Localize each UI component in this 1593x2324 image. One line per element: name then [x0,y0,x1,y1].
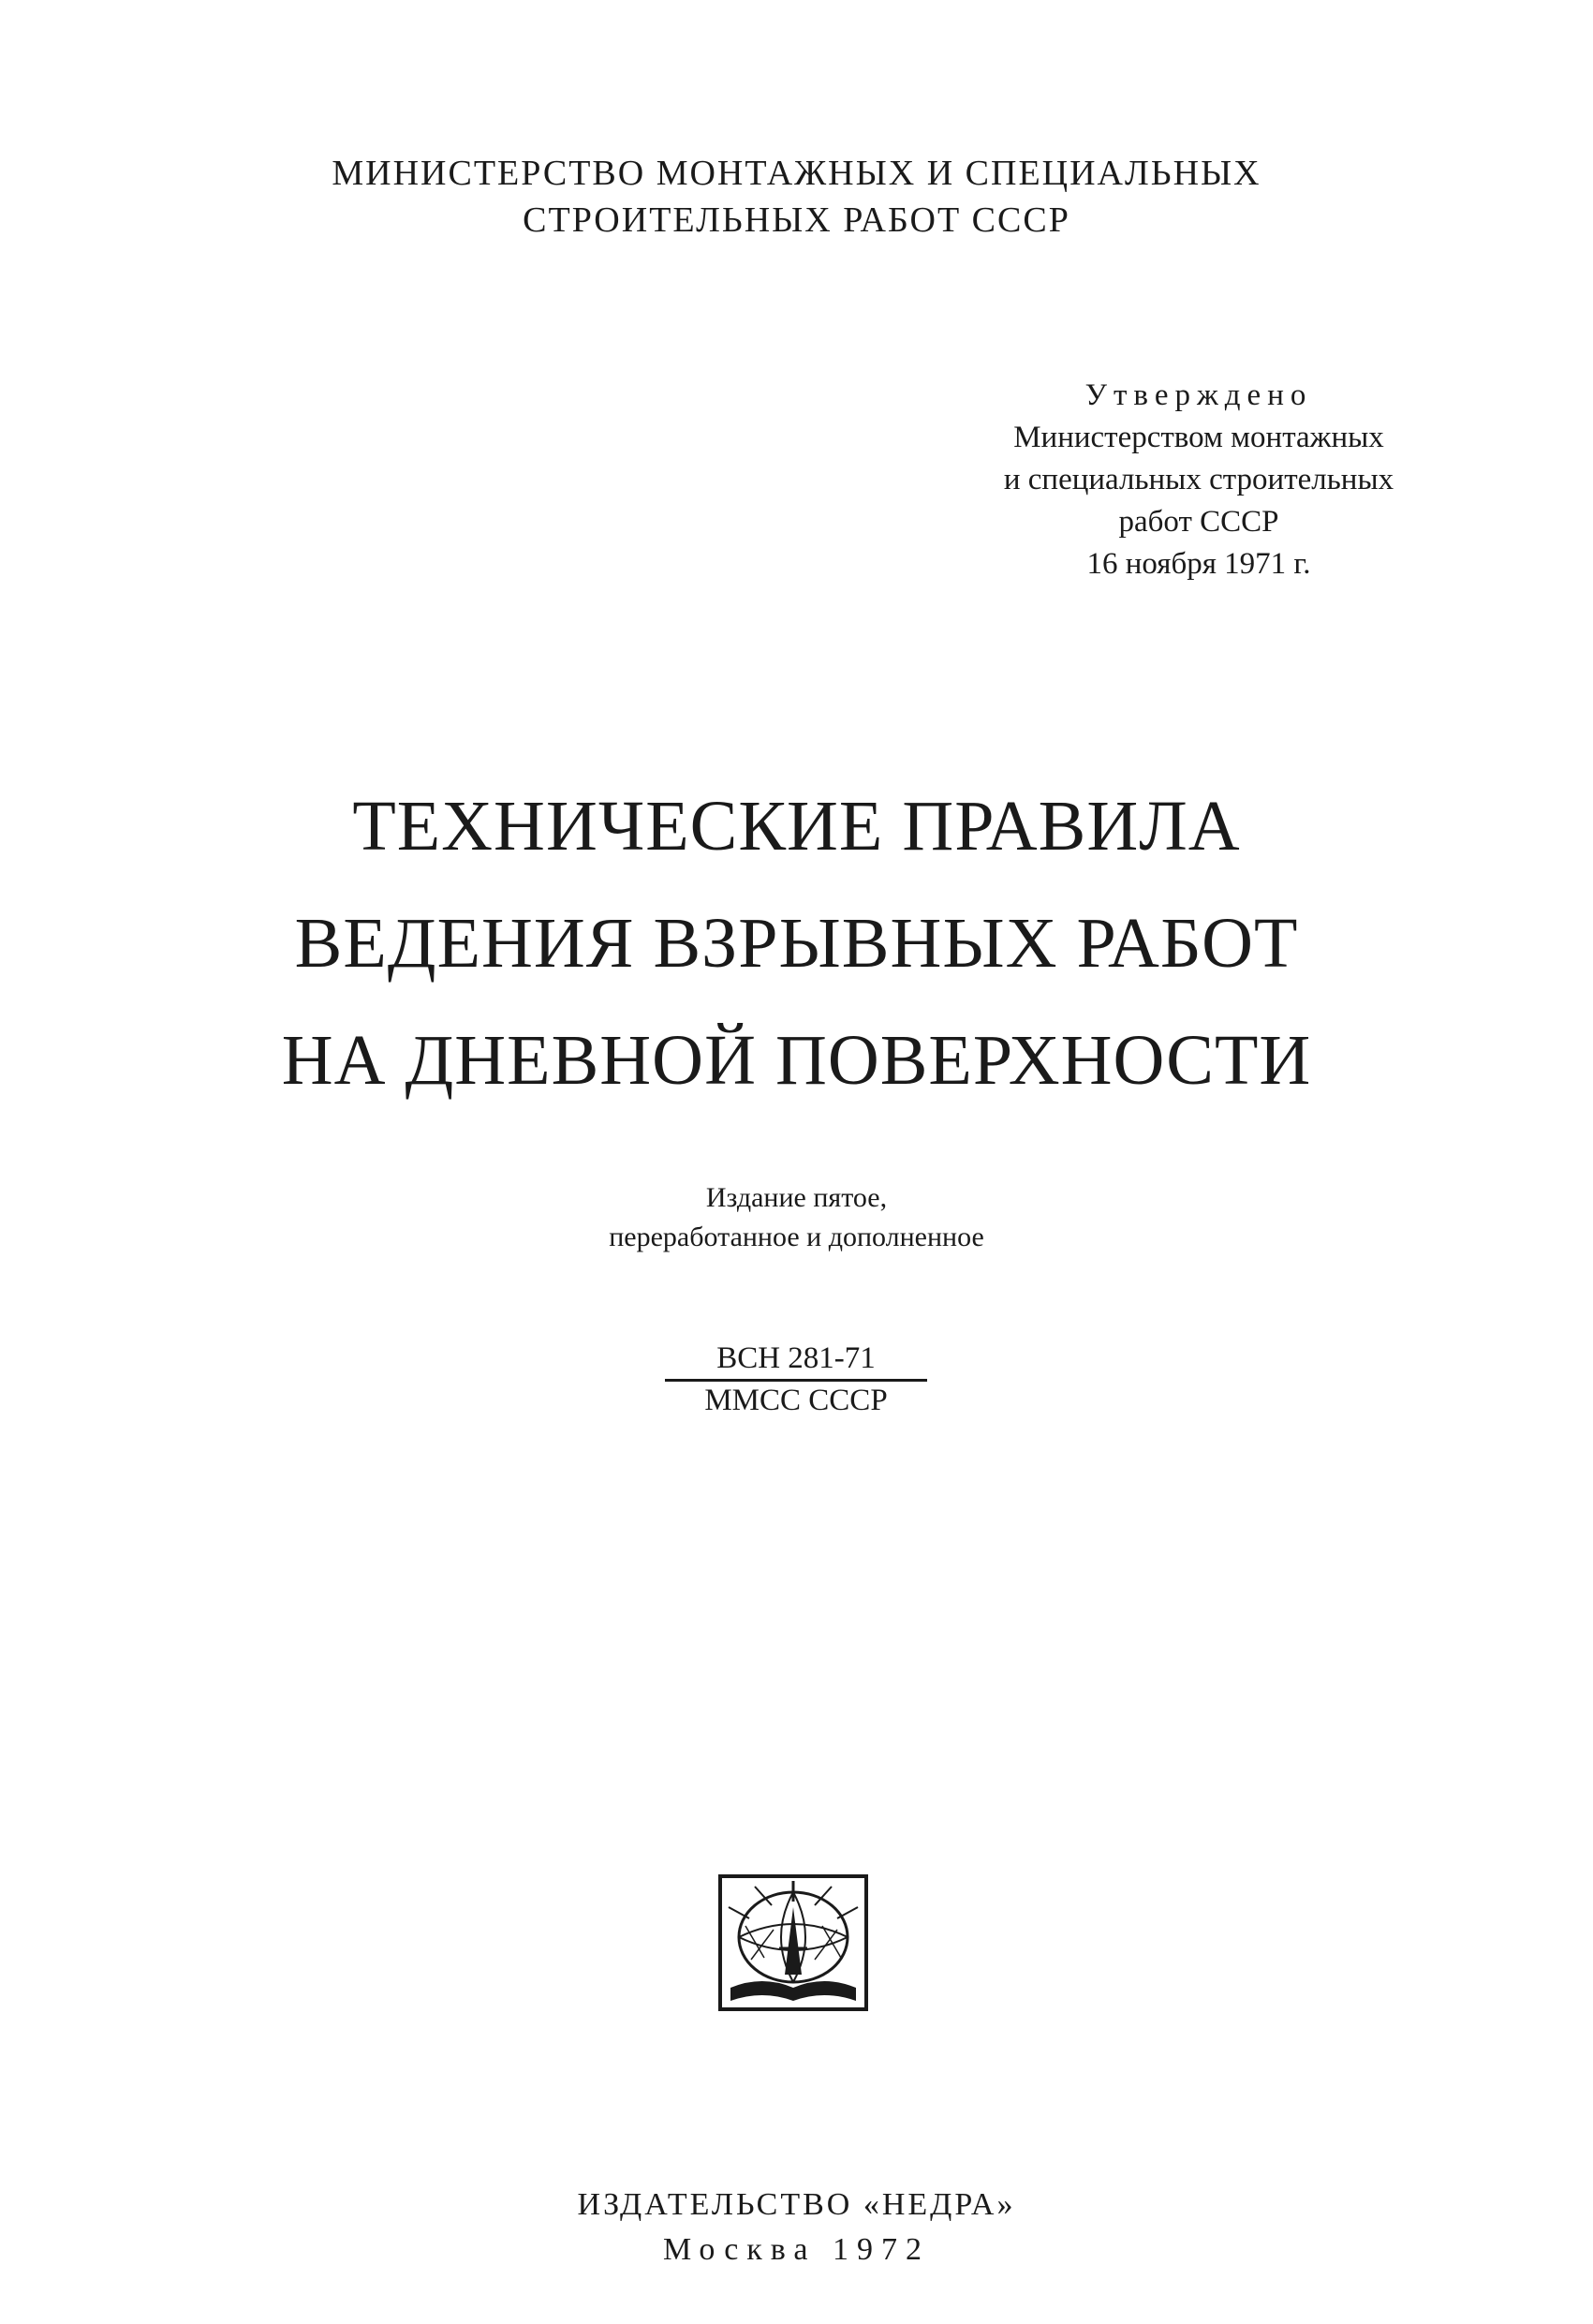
title-line-2: ВЕДЕНИЯ ВЗРЫВНЫХ РАБОТ [294,904,1299,983]
document-title [0,768,1593,1119]
edition-note [0,1178,1593,1257]
approval-date: 16 ноября 1971 г. [1086,547,1311,581]
edition-line-2: переработанное и дополненное [609,1221,984,1252]
publisher-city-year: Москва 1972 [662,2232,931,2267]
publisher-emblem-icon [717,1873,869,2012]
approval-line-1: Министерством монтажных [1013,421,1384,454]
edition-line-1: Издание пятое, [705,1182,888,1213]
ministry-line-1: МИНИСТЕРСТВО МОНТАЖНЫХ И СПЕЦИАЛЬНЫХ [332,154,1261,193]
approval-block [937,375,1461,585]
standard-code-issuer: ММСС СССР [704,1384,888,1417]
publisher-name: ИЗДАТЕЛЬСТВО «НЕДРА» [577,2187,1016,2222]
approval-line-2: и специальных строительных [1003,463,1394,496]
title-line-3: НА ДНЕВНОЙ ПОВЕРХНОСТИ [281,1021,1312,1100]
approval-heading: Утверждено [1084,378,1313,412]
approval-line-3: работ СССР [1118,505,1279,539]
standard-code-number: ВСН 281-71 [716,1341,876,1375]
publisher-imprint [0,2183,1593,2272]
title-line-1: ТЕХНИЧЕСКИЕ ПРАВИЛА [352,787,1241,866]
standard-code [656,1340,937,1419]
ministry-line-2: СТРОИТЕЛЬНЫХ РАБОТ СССР [523,200,1070,240]
ministry-header [0,150,1593,244]
